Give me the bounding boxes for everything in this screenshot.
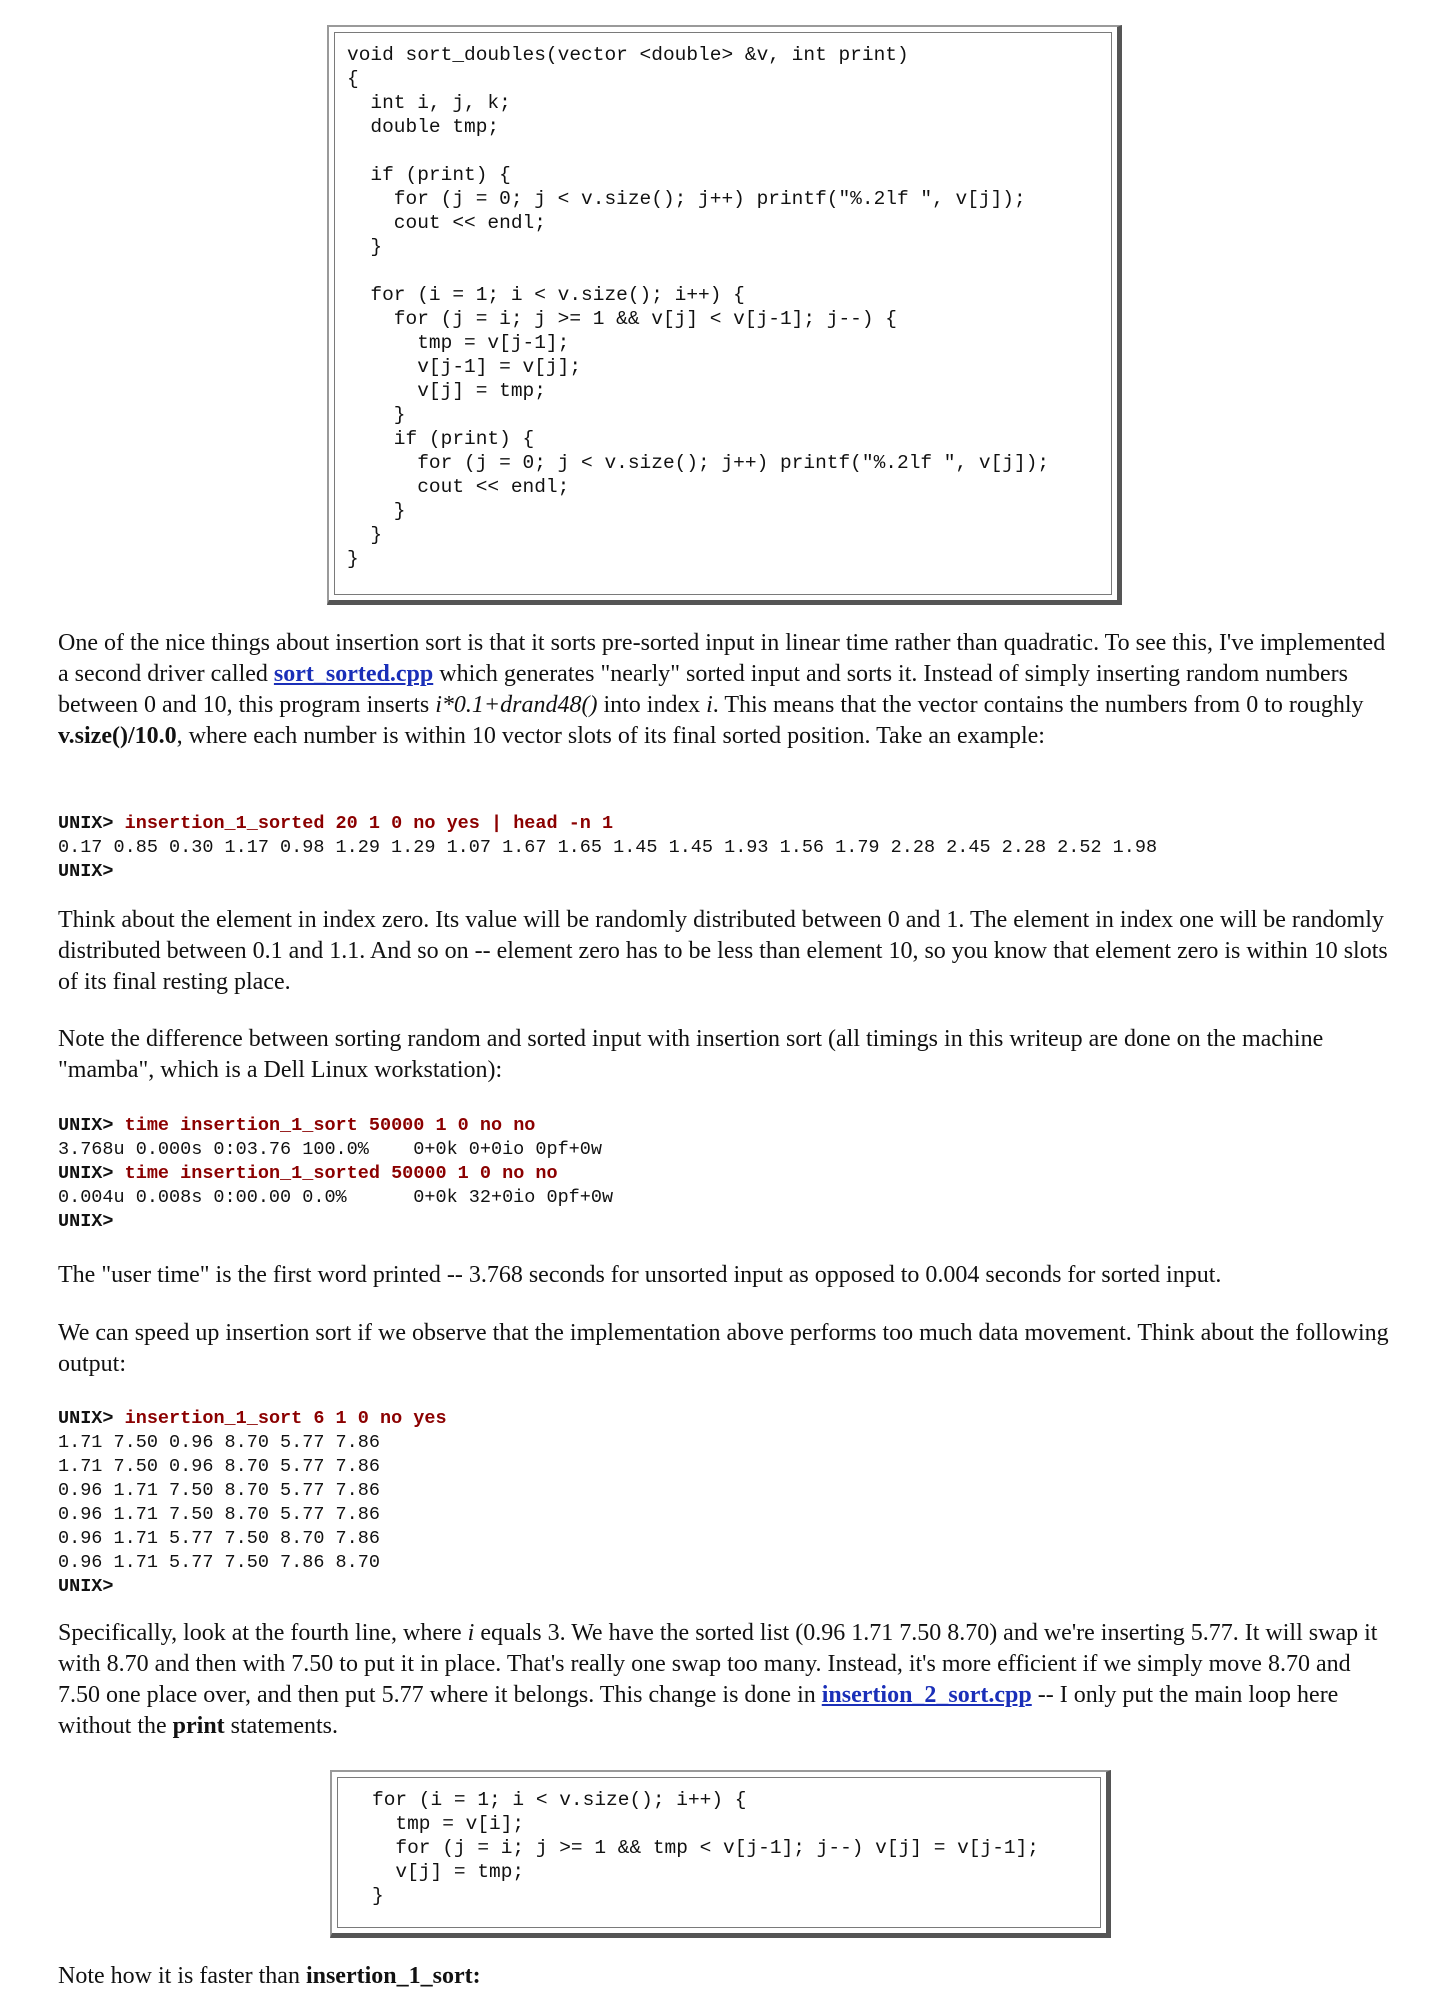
code-block-sort-doubles: [327, 25, 1122, 605]
paragraph-faster: Note how it is faster than insertion_1_sort:: [58, 1963, 481, 1989]
paragraph-fourth-line: Specifically, look at the fourth line, where i equals 3. We have the sorted list (0.96 1.71 7.50 8.70) and we're inserting 5.77. It will swap it with 8.70 and then with 7.50 to put it in place. That's really one swap too many. Instead, it's more efficient if we simply move 8.70 and 7.50 one place over, and then put 5.77 where it belongs. This change is done in insertion_2_sort.cpp -- I only put the main loop here without the print statements.: [58, 1620, 1378, 1739]
paragraph-data-movement: We can speed up insertion sort if we observe that the implementation above performs too much data movement. Think about the following output:: [58, 1320, 1389, 1377]
paragraph-timing-note: Note the difference between sorting random and sorted input with insertion sort (all timings in this writeup are done on the machine "mamba", which is a Dell Linux workstation):: [58, 1026, 1324, 1083]
insertion-2-sort-link[interactable]: insertion_2_sort.cpp: [821, 1682, 1032, 1708]
code-block-frame: [334, 32, 1112, 595]
paragraph-user-time: The "user time" is the first word printed -- 3.768 seconds for unsorted input as opposed to 0.004 seconds for sorted input.: [58, 1262, 1222, 1288]
terminal-output-six: UNIX> insertion_1_sort 6 1 0 no yes 1.71 7.50 0.96 8.70 5.77 7.86 1.71 7.50 0.96 8.70 5.77 7.86 0.96 1.71 7.50 8.70 5.77 7.86 0.96 1.71 7.50 8.70 5.77 7.86 0.96 1.71 5.77 7.50 8.70 7.86 0.96 1.71 5.77 7.50 7.86 8.70 UNIX>: [58, 1408, 447, 1597]
code-block-frame: [337, 1777, 1101, 1928]
code-text: void sort_doubles(vector <double> &v, int print) { int i, j, k; double tmp; if (print) { for (j = 0; j < v.size(); j++) printf("%.2lf ", v[j]); cout << endl; } for (i = 1; i < v.size(); i++) { for (j = i; j >= 1 && v[j] < v[j-1]; j--) { tmp = v[j-1]; v[j-1] = v[j]; v[j] = tmp; } if (print) { for (j = 0; j < v.size(); j++) printf("%.2lf ", v[j]); cout << endl; } } }: [347, 44, 1050, 570]
terminal-output-sorted: UNIX> insertion_1_sorted 20 1 0 no yes | head -n 1 0.17 0.85 0.30 1.17 0.98 1.29 1.29 1.07 1.67 1.65 1.45 1.45 1.93 1.56 1.79 2.28 2.45 2.28 2.52 1.98 UNIX>: [58, 813, 1158, 882]
terminal-output-timing: UNIX> time insertion_1_sort 50000 1 0 no no 3.768u 0.000s 0:03.76 100.0% 0+0k 0+0io 0pf+0w UNIX> time insertion_1_sorted 50000 1 0 no no 0.004u 0.008s 0:00.00 0.0% 0+0k 32+0io 0pf+0w UNIX>: [58, 1115, 614, 1232]
sort-sorted-link[interactable]: sort_sorted.cpp: [273, 661, 434, 687]
code-block-main-loop: [330, 1770, 1111, 1938]
code-text: for (i = 1; i < v.size(); i++) { tmp = v[i]; for (j = i; j >= 1 && tmp < v[j-1]; j--) v[j] = v[j-1]; v[j] = tmp; }: [372, 1789, 1040, 1907]
paragraph-index-zero: Think about the element in index zero. Its value will be randomly distributed between 0 and 1. The element in index one will be randomly distributed between 0.1 and 1.1. And so on -- element zero has to be less than element 10, so you know that element zero is within 10 slots of its final resting place.: [58, 907, 1388, 995]
paragraph-sorted-driver: One of the nice things about insertion sort is that it sorts pre-sorted input in linear time rather than quadratic. To see this, I've implemented a second driver called sort_sorted.cpp which generates "nearly" sorted input and sorts it. Instead of simply inserting random numbers between 0 and 10, this program inserts i*0.1+drand48() into index i. This means that the vector contains the numbers from 0 to roughly v.size()/10.0, where each number is within 10 vector slots of its final sorted position. Take an example:: [58, 630, 1386, 749]
